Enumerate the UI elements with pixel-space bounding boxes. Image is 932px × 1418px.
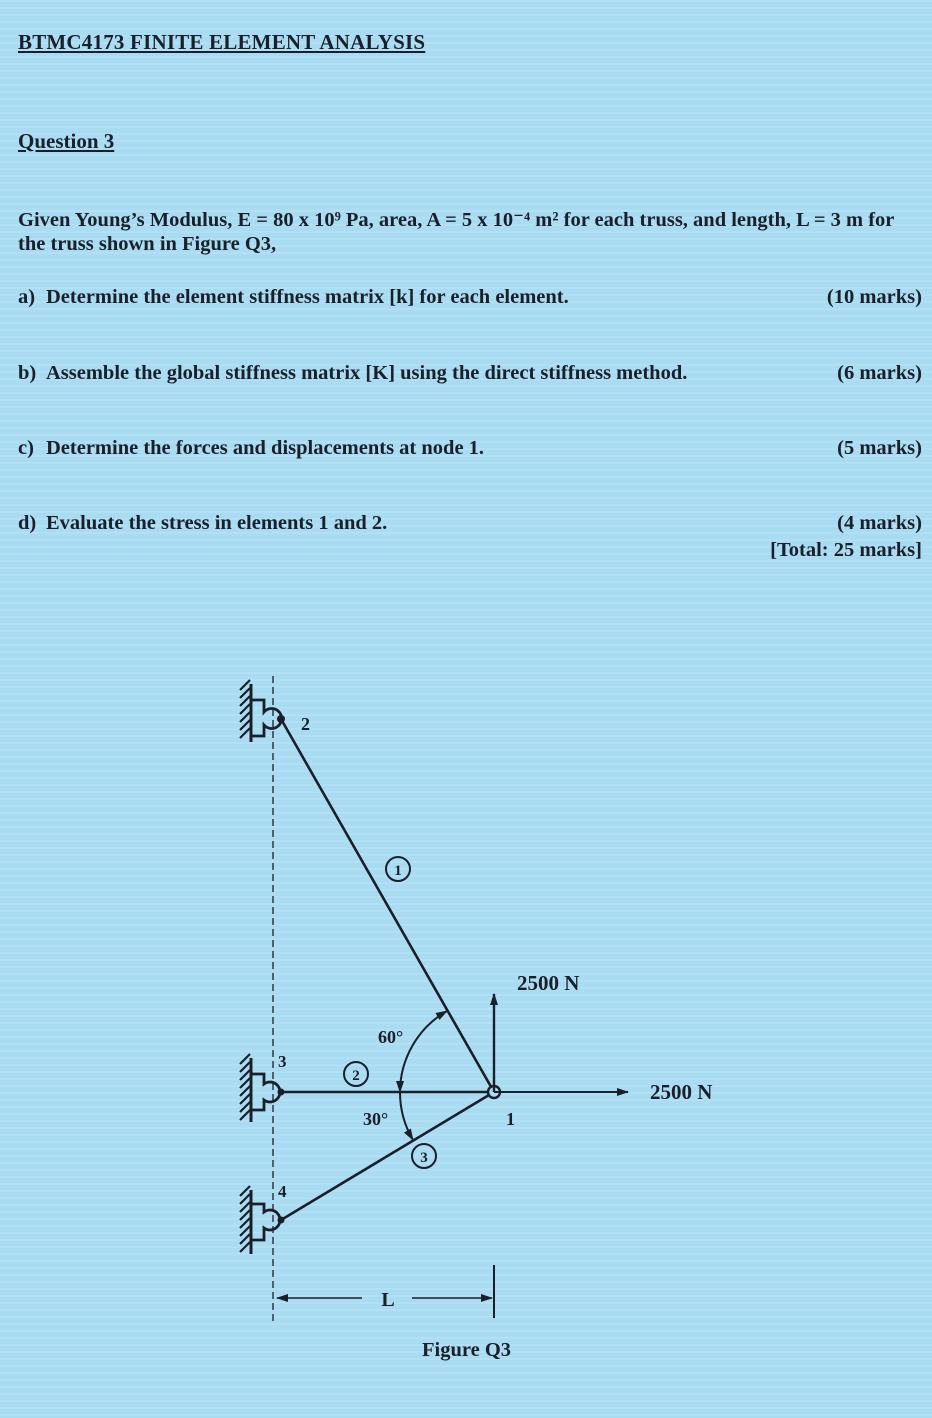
node-2-label: 2 bbox=[301, 714, 310, 734]
part-b-label: b) bbox=[18, 362, 37, 384]
part-c-label: c) bbox=[18, 437, 34, 459]
course-title: BTMC4173 FINITE ELEMENT ANALYSIS bbox=[18, 30, 426, 54]
node-4-label: 4 bbox=[278, 1182, 287, 1201]
figure-caption: Figure Q3 bbox=[422, 1339, 512, 1361]
angle-arc-60 bbox=[400, 1011, 447, 1092]
part-b-text: Assemble the global stiffness matrix [K] using the direct stiffness method. bbox=[46, 362, 688, 384]
part-d-label: d) bbox=[18, 512, 37, 534]
element-1-label: 1 bbox=[394, 863, 402, 879]
node-3-label: 3 bbox=[278, 1052, 287, 1071]
support-node-2 bbox=[240, 680, 285, 742]
element-3-label: 3 bbox=[420, 1150, 428, 1166]
horizontal-load-label: 2500 N bbox=[650, 1080, 713, 1104]
angle-arc-30 bbox=[400, 1092, 413, 1140]
part-b-marks: (6 marks) bbox=[837, 362, 922, 384]
total-marks: [Total: 25 marks] bbox=[770, 539, 922, 561]
node-1-label: 1 bbox=[506, 1109, 515, 1129]
angle-60-label: 60° bbox=[378, 1027, 404, 1047]
part-c-marks: (5 marks) bbox=[837, 437, 922, 459]
dimension-label: L bbox=[381, 1289, 395, 1311]
part-d-text: Evaluate the stress in elements 1 and 2. bbox=[46, 512, 388, 534]
vertical-load-label: 2500 N bbox=[517, 971, 580, 995]
angle-30-label: 30° bbox=[363, 1109, 389, 1129]
part-a-text: Determine the element stiffness matrix [k] for each element. bbox=[46, 286, 569, 308]
part-a-marks: (10 marks) bbox=[826, 286, 922, 308]
intro-line-2: the truss shown in Figure Q3, bbox=[18, 233, 277, 255]
part-d-marks: (4 marks) bbox=[837, 512, 922, 534]
question-title: Question 3 bbox=[18, 129, 115, 153]
part-a-label: a) bbox=[18, 286, 36, 308]
part-c-text: Determine the forces and displacements at node 1. bbox=[46, 437, 485, 459]
element-2-label: 2 bbox=[352, 1068, 360, 1084]
intro-line-1: Given Young’s Modulus, E = 80 x 10⁹ Pa, area, A = 5 x 10⁻⁴ m² for each truss, and length, L = 3 m for bbox=[18, 209, 895, 231]
